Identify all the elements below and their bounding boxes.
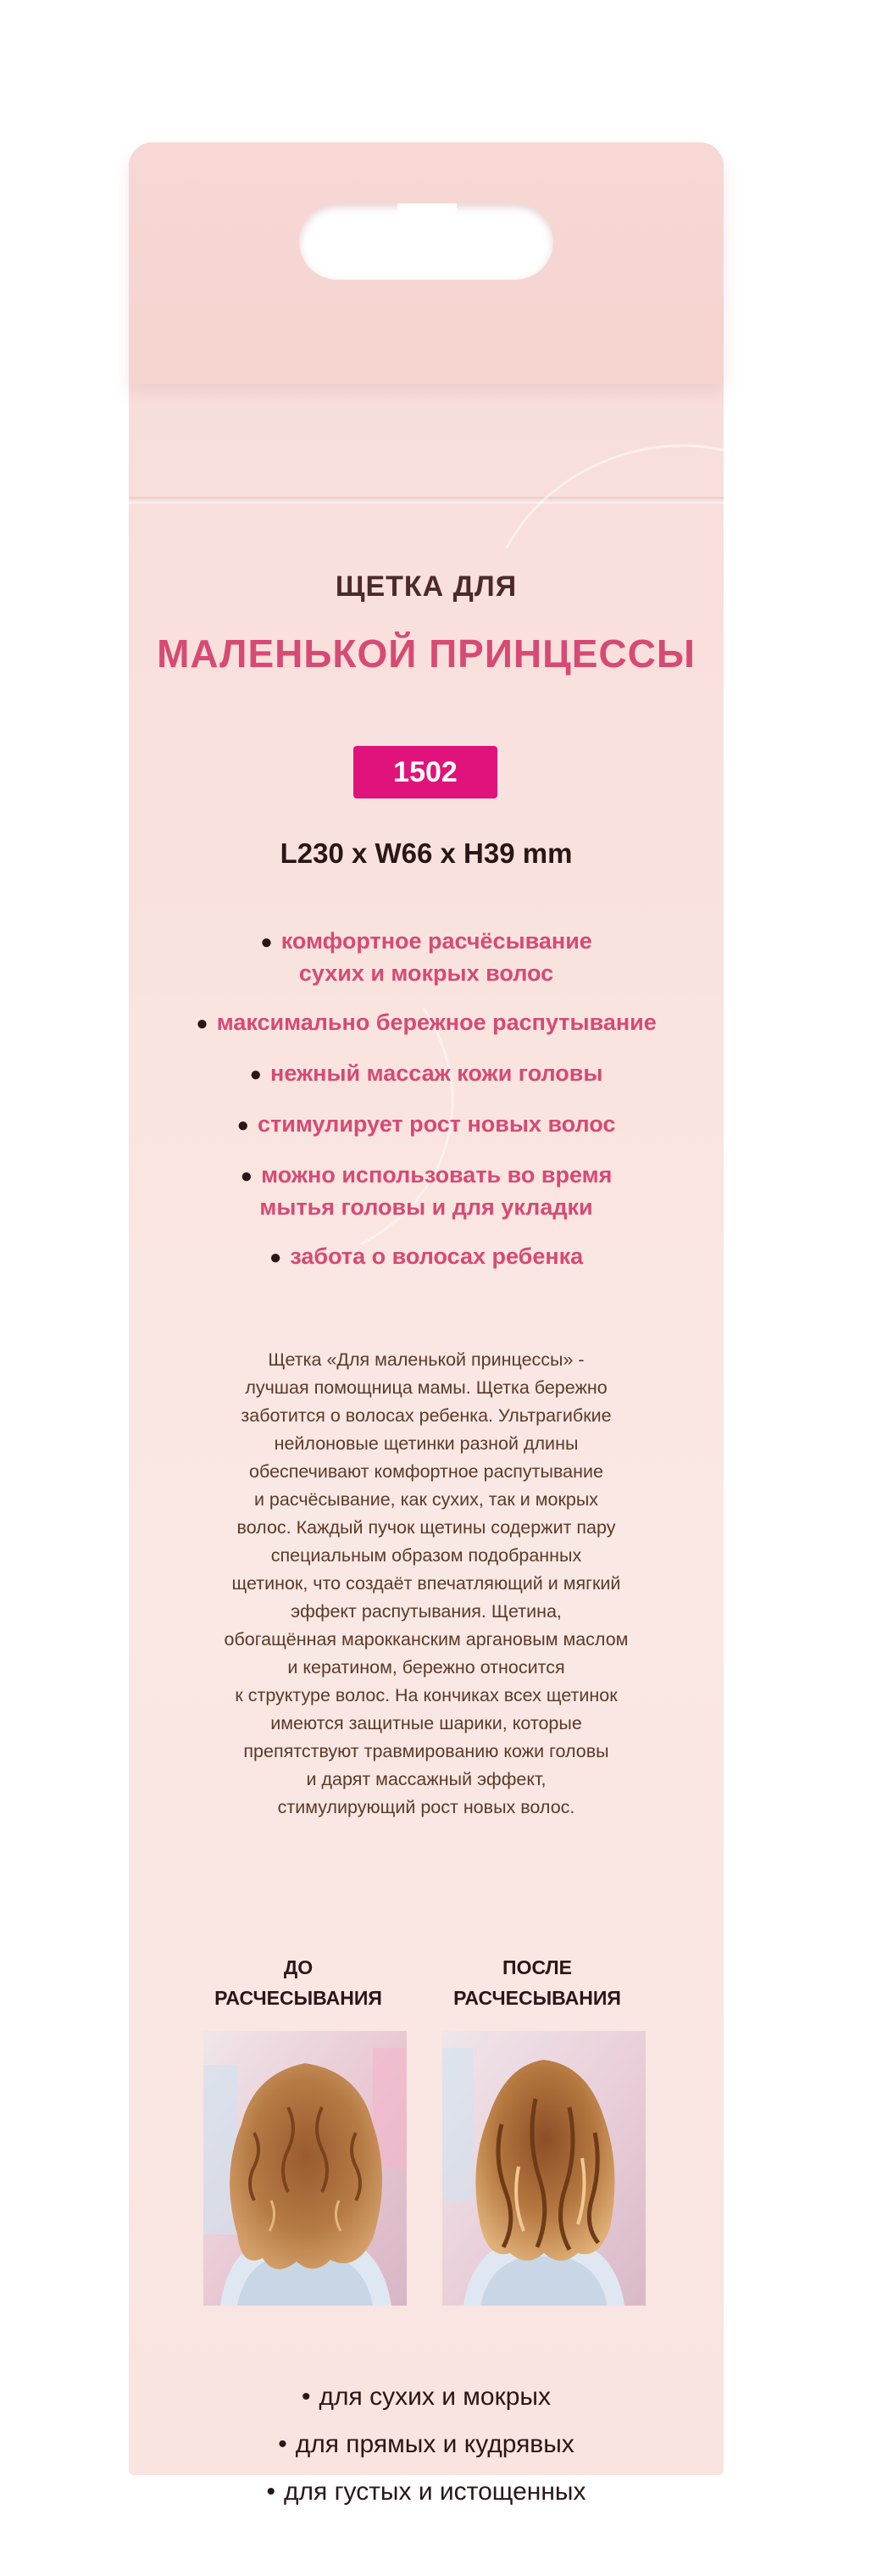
feature-item — [129, 1058, 724, 1090]
suitability-item — [129, 2475, 724, 2509]
bullet-icon: • — [266, 2478, 275, 2506]
before-caption — [197, 1952, 400, 2013]
feature-item — [129, 1160, 724, 1222]
feature-item — [129, 1241, 724, 1273]
bullet-icon: • — [302, 2383, 311, 2411]
description-line: обеспечивают комфортное распутывание — [249, 1461, 603, 1482]
description-line: имеются защитные шарики, которые — [270, 1713, 582, 1733]
suitability-item — [129, 2380, 724, 2414]
title-line-2: МАЛЕНЬКОЙ ПРИНЦЕССЫ — [157, 631, 696, 676]
description-line: и кератином, бережно относится — [287, 1657, 565, 1677]
product-code-badge: 1502 — [353, 746, 497, 798]
suitability-text: для густых и истощенных — [284, 2478, 586, 2506]
after-caption — [436, 1952, 639, 2013]
description-line: лучшая помощница мамы. Щетка бережно — [245, 1377, 608, 1398]
suitability-list — [129, 2380, 724, 2523]
description-line: стимулирующий рост новых волос. — [277, 1797, 575, 1817]
feature-text: мытья головы и для укладки — [259, 1194, 593, 1220]
description-line: нейлоновые щетинки разной длины — [274, 1433, 579, 1454]
after-photo-image — [442, 2031, 646, 2306]
description-line: волос. Каждый пучок щетины содержит пару — [236, 1517, 616, 1538]
product-dimensions: L230 x W66 x H39 mm — [280, 837, 573, 869]
description-line: к структуре волос. На кончиках всех щетинок — [235, 1685, 618, 1705]
feature-text: комфортное расчёсывание — [280, 928, 592, 954]
description-line: эффект распутывания. Щетина, — [291, 1601, 562, 1622]
bullet-icon: ● — [236, 1114, 250, 1137]
feature-text: нежный массаж кожи головы — [270, 1060, 603, 1086]
title-line-1: ЩЕТКА ДЛЯ — [335, 570, 518, 603]
bullet-icon: ● — [260, 931, 273, 954]
after-caption-line2: РАСЧЕСЫВАНИЯ — [453, 1987, 621, 2009]
description-line: обогащённая марокканским аргановым маслом — [224, 1629, 629, 1650]
before-photo-image — [203, 2031, 407, 2306]
before-caption-line2: РАСЧЕСЫВАНИЯ — [214, 1987, 382, 2009]
bullet-icon: ● — [196, 1012, 208, 1035]
before-photo — [203, 2031, 407, 2306]
description-line: специальным образом подобранных — [270, 1545, 582, 1566]
suitability-item — [129, 2428, 724, 2462]
feature-text: сухих и мокрых волос — [298, 960, 554, 986]
bullet-icon: ● — [240, 1165, 253, 1188]
bullet-icon: ● — [269, 1246, 282, 1269]
description-line: заботится о волосах ребенка. Ультрагибкие — [241, 1405, 612, 1426]
feature-item — [129, 1007, 724, 1039]
feature-text: максимально бережное распутывание — [216, 1010, 657, 1035]
feature-text: можно использовать во время — [261, 1162, 613, 1188]
feature-text: стимулирует рост новых волос — [258, 1111, 616, 1137]
suitability-text: для прямых и кудрявых — [295, 2430, 574, 2458]
bullet-icon: ● — [249, 1063, 263, 1086]
description-line: щетинок, что создаёт впечатляющий и мягкий — [231, 1573, 621, 1594]
product-description — [192, 1346, 660, 1822]
product-box — [129, 142, 724, 2506]
description-line: Щетка «Для маленькой принцессы» - — [268, 1349, 585, 1370]
feature-item — [129, 1109, 724, 1141]
description-line: и дарят массажный эффект, — [306, 1769, 547, 1789]
feature-item — [129, 926, 724, 988]
before-caption-line1: ДО — [283, 1956, 314, 1978]
description-line: препятствуют травмированию кожи головы — [243, 1741, 609, 1761]
feature-text: забота о волосах ребенка — [290, 1243, 584, 1269]
suitability-text: для сухих и мокрых — [319, 2383, 551, 2411]
bullet-icon: • — [278, 2430, 287, 2458]
after-caption-line1: ПОСЛЕ — [502, 1956, 572, 1978]
after-photo — [442, 2031, 646, 2306]
description-line: и расчёсывание, как сухих, так и мокрых — [253, 1489, 599, 1510]
feature-list — [129, 926, 724, 1292]
